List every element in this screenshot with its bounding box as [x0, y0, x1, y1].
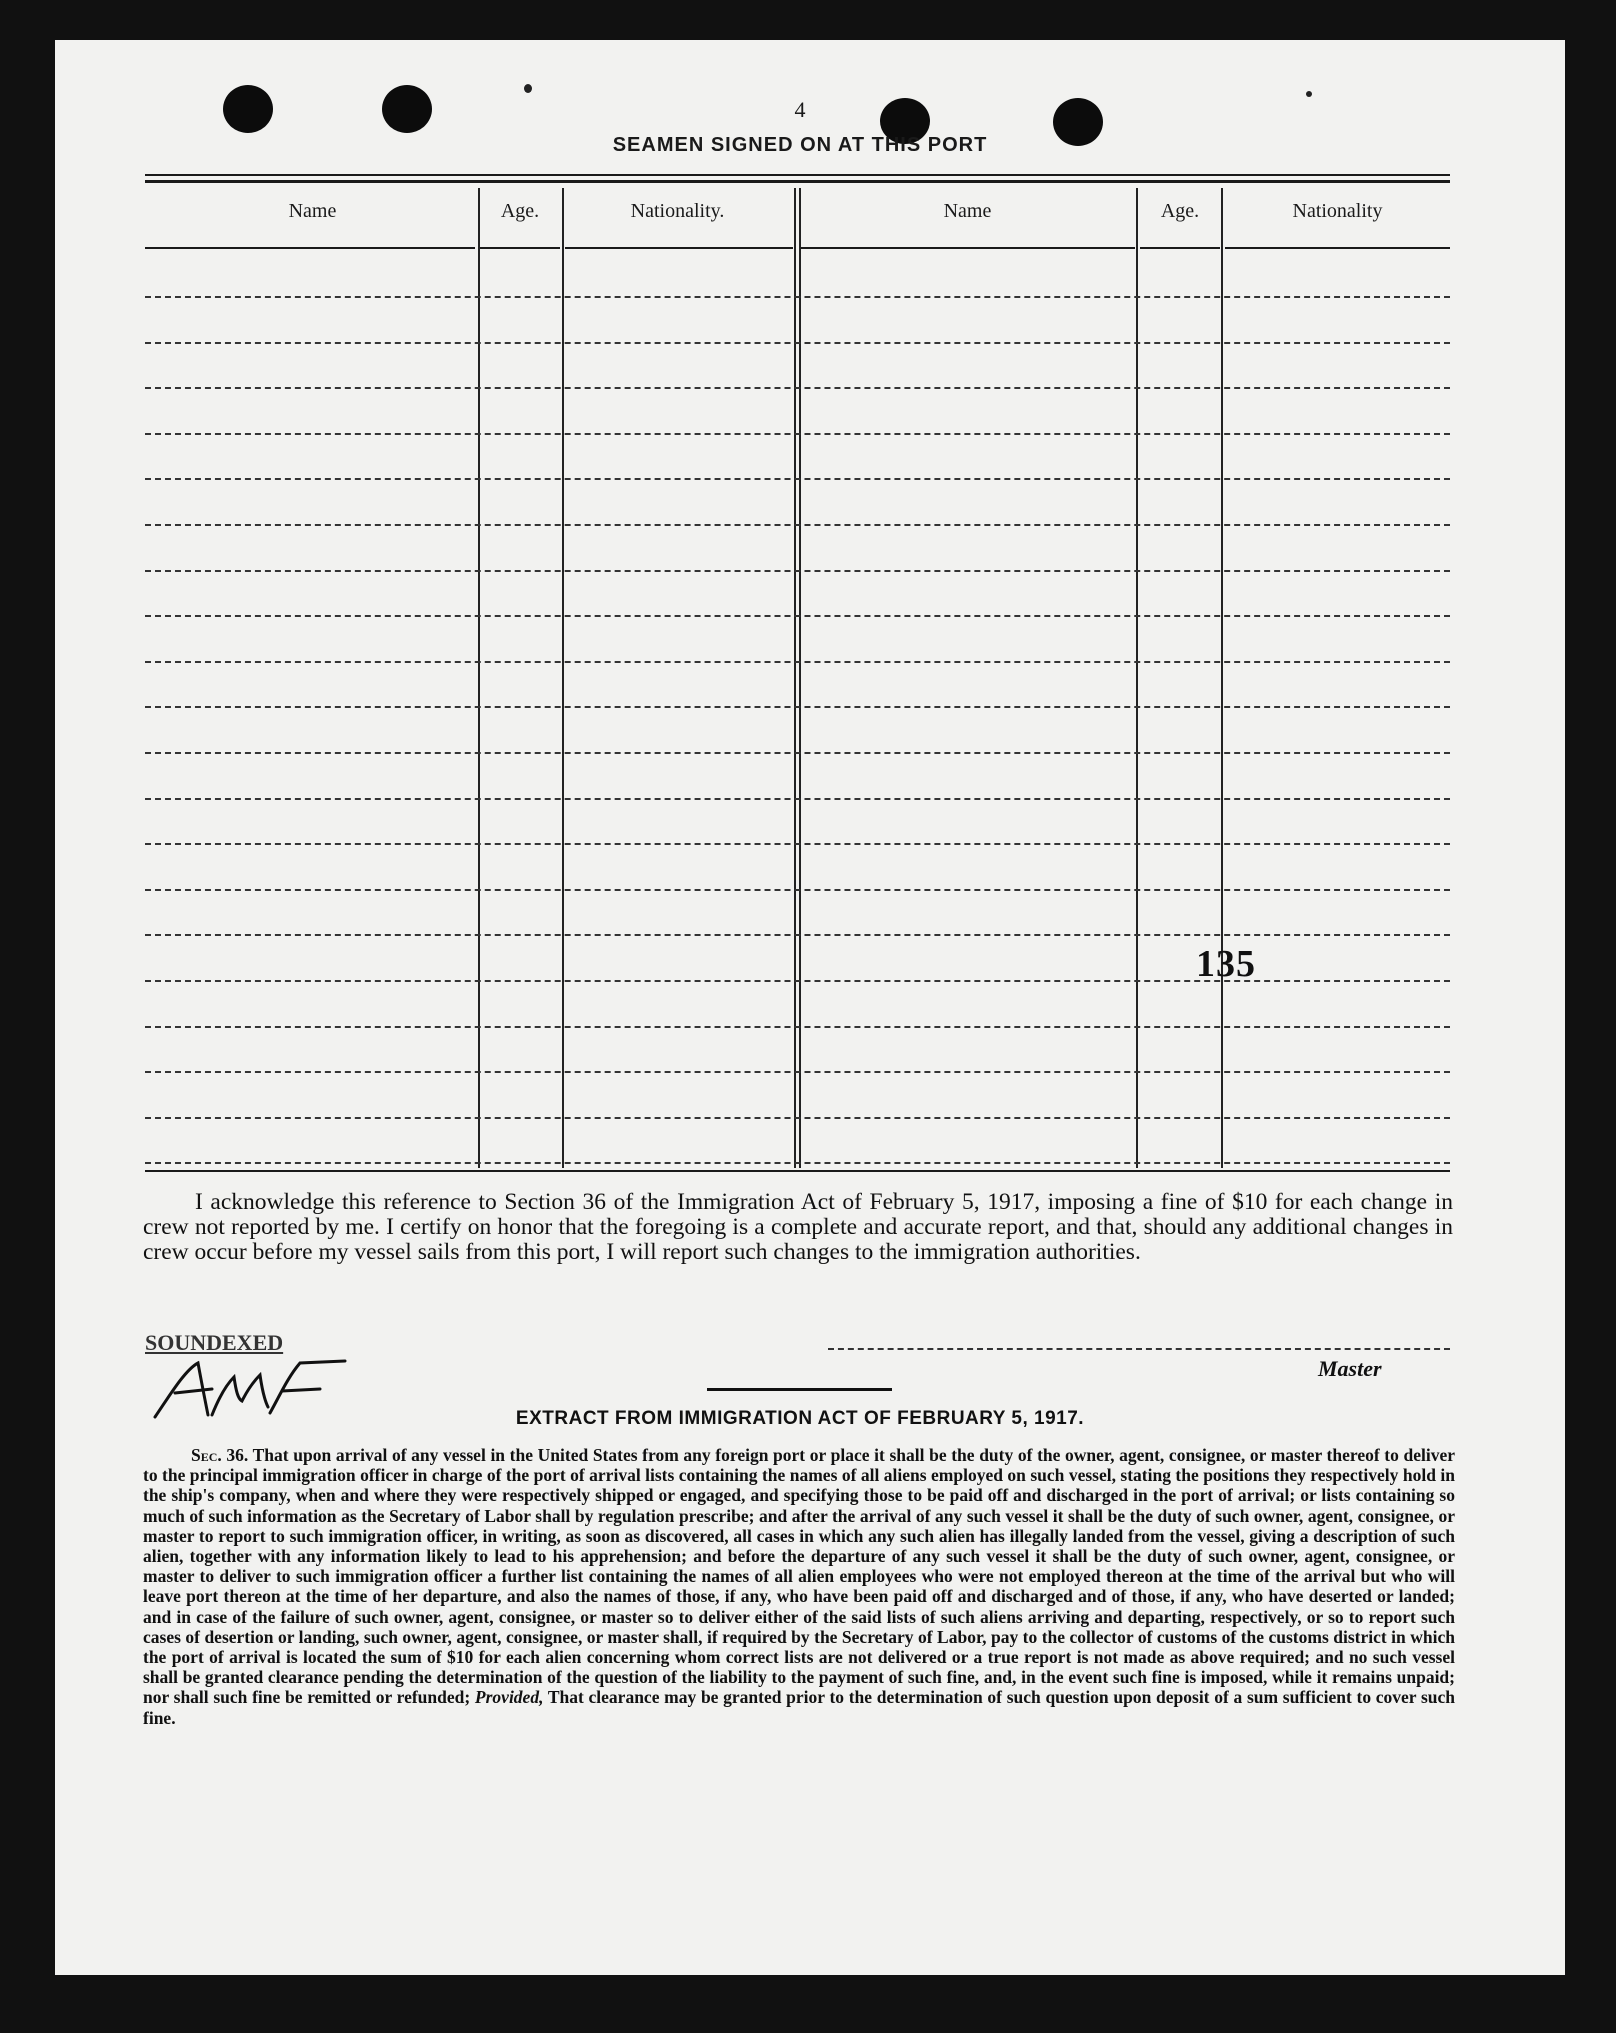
col-header-name: Name — [288, 200, 337, 222]
table-row — [145, 798, 1450, 800]
punch-hole — [223, 85, 273, 133]
header-underline — [480, 247, 560, 249]
table-row — [145, 296, 1450, 298]
column-divider — [1136, 188, 1138, 1168]
table-row — [145, 1162, 1450, 1164]
table-row — [145, 1117, 1450, 1119]
column-divider — [478, 188, 480, 1168]
header-rule-bottom — [145, 180, 1450, 183]
form-title: SEAMEN SIGNED ON AT THIS PORT — [612, 134, 988, 156]
table-row — [145, 889, 1450, 891]
acknowledgement-paragraph: I acknowledge this reference to Section 36 of the Immigration Act of February 5, 1917, imposing a fine of $10 for each change in crew not reported by me. I certify on honor that the foregoing is a complete and accurate report, and that, should any additional changes in crew occur before my vessel sails from this port, I will report such changes to the immigration authorities. — [143, 1189, 1453, 1265]
table-row — [145, 570, 1450, 572]
col-header-nationality: Nationality — [1292, 200, 1383, 222]
table-row — [145, 752, 1450, 754]
section-divider — [707, 1388, 892, 1391]
column-divider — [1221, 188, 1223, 1168]
header-underline — [800, 247, 1135, 249]
extract-body — [143, 1445, 1455, 1728]
table-bottom-rule — [145, 1170, 1450, 1172]
provided-word: Provided, — [474, 1687, 544, 1708]
master-signature-line — [828, 1348, 1450, 1350]
master-label: Master — [1318, 1356, 1382, 1381]
header-rule-top — [145, 174, 1450, 176]
table-row — [145, 387, 1450, 389]
extract-text: That upon arrival of any vessel in the United States from any foreign port or place it shall be the duty of the owner, agent, consignee, or master thereof to deliver to the principal immigration officer in charge of the port of arrival lists containing the names of all aliens employed on such vessel, stating the positions they respectively hold in the ship's company, when and where they were respectively shipped or engaged, and specifying those to be paid off and discharged in the port of arrival; or lists containing so much of such information as the Secretary of Labor shall by regulation prescribe; and after the arrival of any such vessel it shall be the duty of such owner, agent, consignee, or master to report to such immigration officer, in writing, as soon as discovered, all cases in which any such alien has illegally landed from the vessel, giving a description of such alien, together with any information likely to lead to his apprehension; and before the departure of any such vessel it shall be the duty of such owner, agent, consignee, or master to deliver to such immigration officer a further list containing the names of all alien employees who were not employed thereon at the time of the arrival but who will leave port thereon at the time of her departure, and also the names of those, if any, who have been paid off and discharged and of those, if any, who have deserted or landed; and in case of the failure of such owner, agent, consignee, or master so to deliver either of the said lists of such aliens arriving and departing, respectively, or so to report such cases of desertion or landing, such owner, agent, consignee, or master shall, if required by the Secretary of Labor, pay to the collector of customs of the customs district in which the port of arrival is located the sum of $10 for each alien concerning whom correct lists are not delivered or a true report is not made as above required; and no such vessel shall be granted clearance pending the determination of the question of the liability to the payment of such fine, and, in the event such fine is imposed, while it remains unpaid; nor shall such fine be remitted or refunded; — [143, 1445, 1456, 1708]
table-row — [145, 706, 1450, 708]
col-header-name: Name — [943, 200, 992, 222]
column-divider — [794, 188, 796, 1168]
stamp-number: 135 — [1196, 943, 1256, 985]
header-underline — [1140, 247, 1220, 249]
table-row — [145, 1026, 1450, 1028]
header-underline — [1225, 247, 1450, 249]
col-header-age: Age. — [500, 200, 540, 222]
table-row — [145, 1071, 1450, 1073]
speck — [1306, 91, 1312, 97]
col-header-age: Age. — [1160, 200, 1200, 222]
page-number: 4 — [794, 97, 806, 122]
column-divider — [562, 188, 564, 1168]
extract-text-end: That clearance may be granted prior to the determination of such question upon deposit of a sum sufficient to cover such fine. — [143, 1687, 1456, 1728]
section-label: Sec. 36. — [191, 1445, 249, 1465]
table-row — [145, 615, 1450, 617]
column-divider — [799, 188, 801, 1168]
table-row — [145, 934, 1450, 936]
speck — [524, 84, 532, 93]
table-row — [145, 478, 1450, 480]
col-header-nationality: Nationality. — [630, 200, 725, 222]
table-row — [145, 342, 1450, 344]
table-row — [145, 661, 1450, 663]
header-underline — [565, 247, 793, 249]
punch-hole — [382, 85, 432, 133]
soundexed-stamp: SOUNDEXED — [145, 1330, 284, 1355]
table-row — [145, 524, 1450, 526]
extract-title: EXTRACT FROM IMMIGRATION ACT OF FEBRUARY 5, 1917. — [515, 1408, 1085, 1429]
table-row — [145, 843, 1450, 845]
header-underline — [145, 247, 475, 249]
table-row — [145, 433, 1450, 435]
